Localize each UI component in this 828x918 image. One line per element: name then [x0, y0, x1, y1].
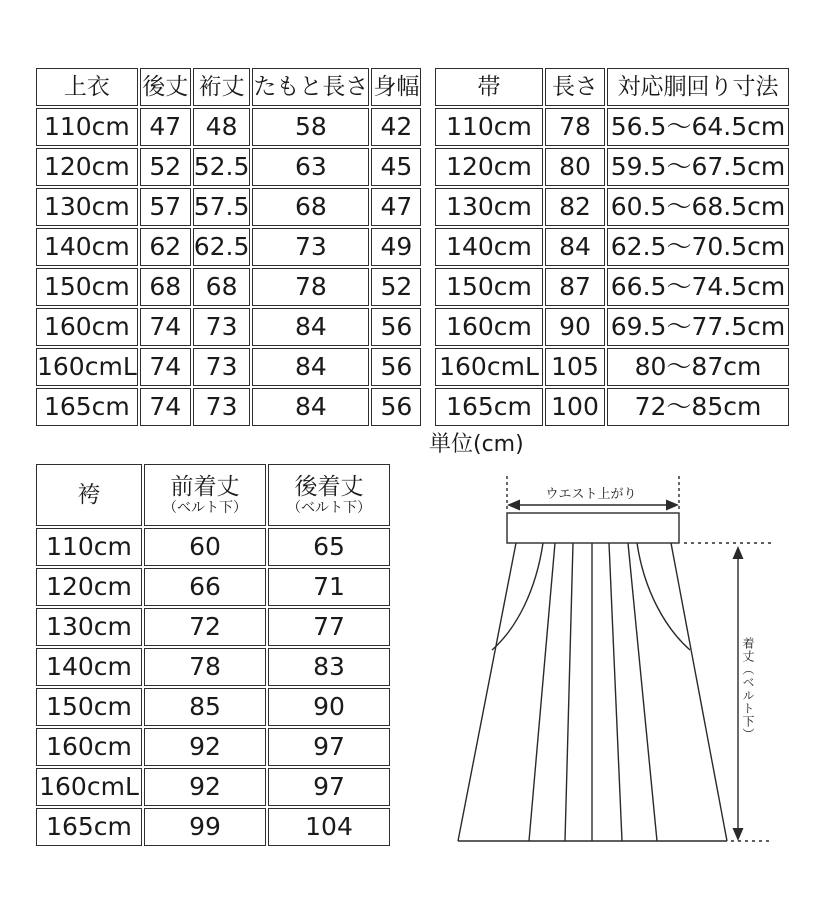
- table-row: [36, 268, 421, 306]
- obi-size-table: [433, 66, 791, 428]
- pleat-line: [529, 543, 555, 841]
- value-cell: 57.5: [193, 188, 251, 226]
- value-cell: 84: [252, 348, 369, 386]
- size-label: 110cm: [36, 108, 138, 146]
- waist-arrowhead-left: [507, 500, 520, 511]
- value-cell: 62.5〜70.5cm: [607, 228, 789, 266]
- front-length-title: 前着丈: [170, 473, 240, 500]
- hakama-header-row: [36, 464, 390, 526]
- column-header: 長さ: [545, 68, 605, 106]
- value-cell: 87: [545, 268, 605, 306]
- jacket-size-table: [34, 66, 423, 428]
- value-cell: 59.5〜67.5cm: [607, 148, 789, 186]
- table-row: [435, 348, 789, 386]
- size-label: 120cm: [36, 568, 142, 606]
- value-cell: 90: [268, 688, 390, 726]
- waistband-rect: [507, 513, 679, 543]
- pleat-line: [609, 543, 622, 841]
- value-cell: 58: [252, 108, 369, 146]
- value-cell: 73: [193, 388, 251, 426]
- value-cell: 66: [144, 568, 266, 606]
- size-label: 160cm: [36, 308, 138, 346]
- value-cell: 47: [371, 188, 421, 226]
- table-row: [36, 528, 390, 566]
- column-header: たもと長さ: [252, 68, 369, 106]
- value-cell: 49: [371, 228, 421, 266]
- size-label: 165cm: [435, 388, 543, 426]
- table-row: [36, 808, 390, 846]
- hakama-size-table: [34, 462, 392, 848]
- table-row: [36, 648, 390, 686]
- table-row: [435, 228, 789, 266]
- size-label: 165cm: [36, 388, 138, 426]
- hakama-diagram: [430, 460, 828, 918]
- value-cell: 56.5〜64.5cm: [607, 108, 789, 146]
- table-row: [36, 688, 390, 726]
- table-row: [435, 308, 789, 346]
- value-cell: 60.5〜68.5cm: [607, 188, 789, 226]
- value-cell: 105: [545, 348, 605, 386]
- table-row: [435, 108, 789, 146]
- value-cell: 71: [268, 568, 390, 606]
- unit-note: 単位(cm): [429, 432, 524, 457]
- table-row: [36, 148, 421, 186]
- left-slit-curve: [492, 543, 543, 650]
- length-arrowhead-bottom: [733, 828, 744, 841]
- value-cell: 62: [140, 228, 191, 266]
- value-cell: 56: [371, 348, 421, 386]
- skirt-right-edge: [671, 543, 727, 841]
- skirt-left-edge: [458, 543, 516, 841]
- skirt-length-label: 着丈（ベルト下）: [741, 637, 755, 741]
- size-label: 130cm: [36, 188, 138, 226]
- value-cell: 97: [268, 728, 390, 766]
- size-label: 160cmL: [36, 768, 142, 806]
- waist-width-label: ウエスト上がり: [545, 487, 637, 502]
- value-cell: 60: [144, 528, 266, 566]
- size-label: 160cmL: [36, 348, 138, 386]
- value-cell: 42: [371, 108, 421, 146]
- value-cell: 84: [252, 388, 369, 426]
- jacket-header-row: [36, 68, 421, 106]
- value-cell: 84: [252, 308, 369, 346]
- value-cell: 56: [371, 308, 421, 346]
- value-cell: 56: [371, 388, 421, 426]
- value-cell: 65: [268, 528, 390, 566]
- size-label: 120cm: [435, 148, 543, 186]
- size-label: 140cm: [435, 228, 543, 266]
- table-row: [36, 388, 421, 426]
- value-cell: 62.5: [193, 228, 251, 266]
- table-row: [36, 348, 421, 386]
- value-cell: 73: [193, 308, 251, 346]
- value-cell: 73: [252, 228, 369, 266]
- value-cell: 66.5〜74.5cm: [607, 268, 789, 306]
- table-row: [435, 268, 789, 306]
- value-cell: 104: [268, 808, 390, 846]
- column-header: 帯: [435, 68, 543, 106]
- value-cell: 78: [545, 108, 605, 146]
- column-header: 後丈: [140, 68, 191, 106]
- column-header: 対応胴回り寸法: [607, 68, 789, 106]
- value-cell: 68: [193, 268, 251, 306]
- value-cell: 77: [268, 608, 390, 646]
- size-label: 110cm: [435, 108, 543, 146]
- column-header: [144, 464, 266, 526]
- pleat-line: [565, 543, 573, 841]
- value-cell: 90: [545, 308, 605, 346]
- table-row: [36, 568, 390, 606]
- value-cell: 52: [371, 268, 421, 306]
- value-cell: 45: [371, 148, 421, 186]
- size-label: 130cm: [435, 188, 543, 226]
- pleat-line: [628, 543, 657, 841]
- column-header: 身幅: [371, 68, 421, 106]
- value-cell: 48: [193, 108, 251, 146]
- value-cell: 97: [268, 768, 390, 806]
- column-header: [268, 464, 390, 526]
- column-header: 袴: [36, 464, 142, 526]
- size-label: 120cm: [36, 148, 138, 186]
- value-cell: 83: [268, 648, 390, 686]
- size-label: 150cm: [435, 268, 543, 306]
- table-row: [435, 188, 789, 226]
- value-cell: 52.5: [193, 148, 251, 186]
- size-label: 150cm: [36, 268, 138, 306]
- right-slit-curve: [637, 543, 690, 650]
- value-cell: 82: [545, 188, 605, 226]
- value-cell: 63: [252, 148, 369, 186]
- value-cell: 68: [252, 188, 369, 226]
- back-length-title: 後着丈: [294, 473, 364, 500]
- obi-header-row: [435, 68, 789, 106]
- value-cell: 78: [252, 268, 369, 306]
- waist-arrowhead-right: [666, 500, 679, 511]
- value-cell: 69.5〜77.5cm: [607, 308, 789, 346]
- value-cell: 100: [545, 388, 605, 426]
- size-label: 165cm: [36, 808, 142, 846]
- size-label: 130cm: [36, 608, 142, 646]
- value-cell: 47: [140, 108, 191, 146]
- value-cell: 92: [144, 768, 266, 806]
- pleat-lines: [529, 543, 657, 841]
- value-cell: 99: [144, 808, 266, 846]
- value-cell: 74: [140, 308, 191, 346]
- value-cell: 78: [144, 648, 266, 686]
- table-row: [36, 108, 421, 146]
- value-cell: 74: [140, 348, 191, 386]
- column-header: 上衣: [36, 68, 138, 106]
- size-label: 160cmL: [435, 348, 543, 386]
- value-cell: 80〜87cm: [607, 348, 789, 386]
- front-length-subtitle: （ベルト下）: [163, 499, 247, 516]
- table-row: [36, 768, 390, 806]
- back-length-subtitle: （ベルト下）: [287, 499, 371, 516]
- table-row: [36, 608, 390, 646]
- table-row: [435, 388, 789, 426]
- value-cell: 80: [545, 148, 605, 186]
- length-arrowhead-top: [733, 546, 744, 559]
- table-row: [36, 228, 421, 266]
- size-label: 150cm: [36, 688, 142, 726]
- table-row: [36, 728, 390, 766]
- value-cell: 84: [545, 228, 605, 266]
- value-cell: 92: [144, 728, 266, 766]
- value-cell: 85: [144, 688, 266, 726]
- size-label: 160cm: [36, 728, 142, 766]
- table-row: [36, 308, 421, 346]
- size-label: 160cm: [435, 308, 543, 346]
- value-cell: 68: [140, 268, 191, 306]
- size-label: 110cm: [36, 528, 142, 566]
- size-label: 140cm: [36, 648, 142, 686]
- value-cell: 73: [193, 348, 251, 386]
- value-cell: 72〜85cm: [607, 388, 789, 426]
- value-cell: 57: [140, 188, 191, 226]
- table-row: [435, 148, 789, 186]
- value-cell: 52: [140, 148, 191, 186]
- size-label: 140cm: [36, 228, 138, 266]
- value-cell: 74: [140, 388, 191, 426]
- table-row: [36, 188, 421, 226]
- value-cell: 72: [144, 608, 266, 646]
- column-header: 裄丈: [193, 68, 251, 106]
